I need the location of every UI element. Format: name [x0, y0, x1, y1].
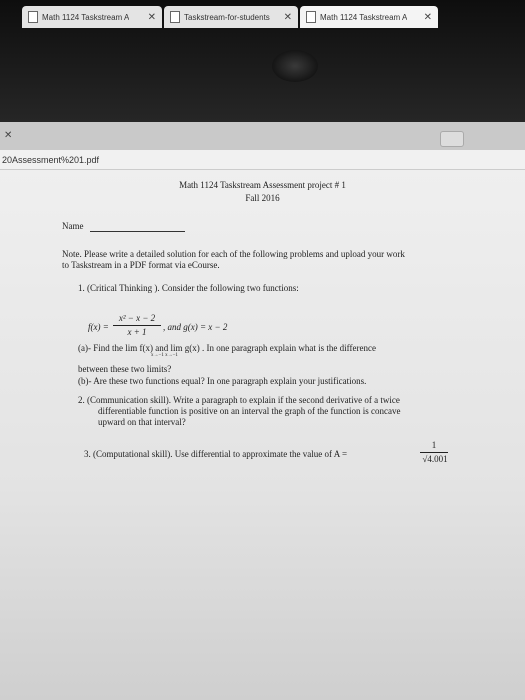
- new-tab-button[interactable]: [440, 131, 464, 147]
- note-line-2: to Taskstream in a PDF format via eCourse.: [62, 260, 220, 270]
- q1-part-a-cont: between these two limits?: [78, 364, 172, 374]
- close-icon[interactable]: ✕: [283, 11, 292, 23]
- q3-fraction-denominator: √4.001: [422, 454, 448, 464]
- document-icon: [28, 11, 38, 23]
- name-label: Name: [62, 221, 84, 231]
- q3-fraction-bar: [420, 452, 448, 453]
- webcam: [272, 50, 318, 82]
- tab-math-taskstream-1[interactable]: [22, 6, 162, 28]
- name-blank-line: [90, 231, 185, 232]
- tab-label: Math 1124 Taskstream A: [320, 12, 408, 22]
- document-icon: [170, 11, 180, 23]
- note-line-1: Note. Please write a detailed solution for each of the following problems and upload your work: [62, 249, 405, 259]
- tab-label: Math 1124 Taskstream A: [42, 12, 130, 22]
- pdf-document: [0, 170, 525, 700]
- q1-g-def: , and g(x) = x − 2: [163, 322, 228, 332]
- document-icon: [306, 11, 316, 23]
- question-1-heading: 1. (Critical Thinking ). Consider the following two functions:: [78, 283, 299, 293]
- tab-taskstream-for-students[interactable]: [164, 6, 298, 28]
- q1-part-b: (b)- Are these two functions equal? In one paragraph explain your justifications.: [78, 376, 367, 386]
- pdf-viewer: [0, 170, 525, 700]
- address-bar[interactable]: 20Assessment%201.pdf: [0, 150, 525, 170]
- q1-fraction-bar: [113, 325, 161, 326]
- close-icon[interactable]: ✕: [4, 130, 13, 141]
- q1-fraction-numerator: x² − x − 2: [118, 313, 156, 323]
- q1-fraction-denominator: x + 1: [127, 327, 147, 337]
- question-3-line: 3. (Computational skill). Use differential to approximate the value of A =: [84, 449, 348, 459]
- question-2-line-1: 2. (Communication skill). Write a paragraph to explain if the second derivative of a twice: [78, 395, 400, 405]
- close-icon[interactable]: ✕: [147, 11, 156, 23]
- close-icon[interactable]: ✕: [423, 11, 432, 23]
- doc-title: Math 1124 Taskstream Assessment project # 1: [179, 180, 346, 190]
- q1-part-a: (a)- Find the lim f(x) and lim g(x) . In one paragraph explain what is the difference: [78, 343, 376, 353]
- question-2-line-2: differentiable function is positive on an interval the graph of the function is concave: [98, 406, 401, 416]
- q1-limit-subscripts: x→−1 x→−1: [151, 353, 178, 358]
- tab-math-taskstream-2[interactable]: [300, 6, 438, 28]
- question-2-line-3: upward on that interval?: [98, 417, 186, 427]
- doc-term: Fall 2016: [245, 193, 280, 203]
- q1-f-label: f(x) =: [88, 322, 109, 332]
- q3-fraction-numerator: 1: [431, 440, 437, 450]
- tab-label: Taskstream-for-students: [184, 12, 270, 22]
